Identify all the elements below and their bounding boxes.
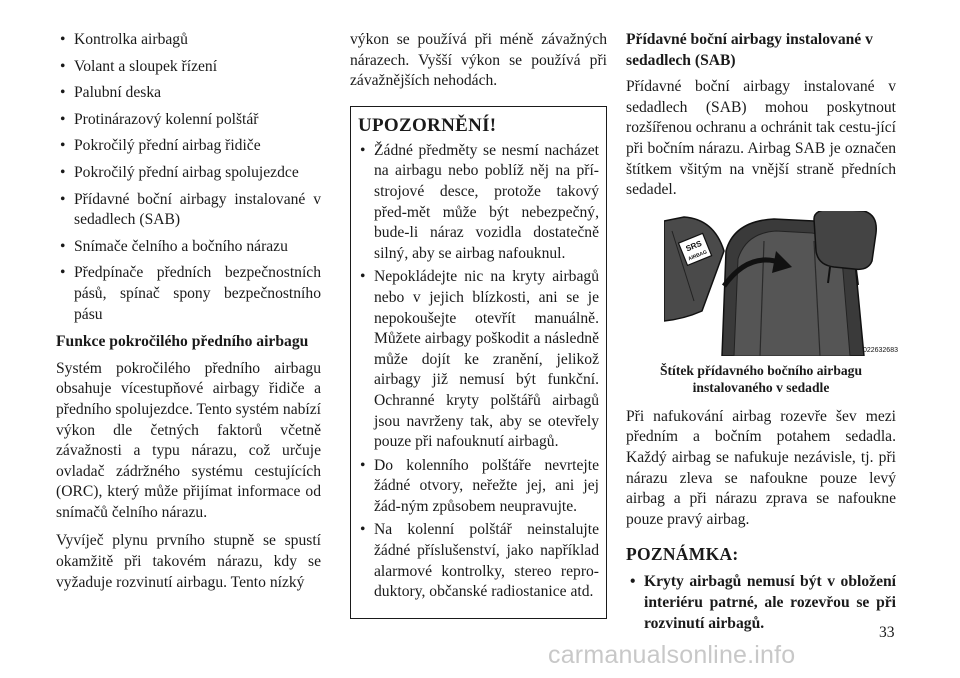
page-number: 33 bbox=[879, 624, 895, 641]
figure-code: 022632683 bbox=[862, 346, 898, 354]
figure-caption: Štítek přídavného bočního airbagu instalovaného v sedadle bbox=[659, 362, 863, 396]
watermark: carmanualsonline.info bbox=[548, 641, 796, 669]
warning-box bbox=[350, 106, 607, 619]
seat-illustration bbox=[664, 211, 904, 356]
list-item: • Volant a sloupek řízení bbox=[56, 57, 321, 78]
paragraph-continued: výkon se používá při méně závažných nárazech. Vyšší výkon se používá při závažnějších nehodách. bbox=[350, 31, 607, 90]
list-item: • Pokročilý přední airbag řidiče bbox=[56, 136, 321, 157]
warning-list bbox=[358, 141, 599, 603]
warning-item: • Do kolenního polštáře nevrtejte žádné otvory, neřežte jej, ani jej žád-ným způsobem neupravujte. bbox=[358, 456, 599, 518]
section-heading-advanced-front-airbag: Funkce pokročilého předního airbagu bbox=[56, 333, 309, 351]
list-item: • Protinárazový kolenní polštář bbox=[56, 110, 321, 131]
middle-column bbox=[350, 30, 607, 619]
list-item: • Pokročilý přední airbag spolujezdce bbox=[56, 163, 321, 184]
note-list bbox=[626, 572, 896, 634]
warning-title: UPOZORNĚNÍ! bbox=[358, 114, 497, 136]
svg-text:AIRBAG: AIRBAG bbox=[687, 249, 708, 263]
list-item: • Snímače čelního a bočního nárazu bbox=[56, 237, 321, 258]
note-title: POZNÁMKA: bbox=[626, 544, 739, 565]
list-item: • Přídavné boční airbagy instalované v sedadlech (SAB) bbox=[56, 190, 321, 231]
svg-text:SRS: SRS bbox=[684, 238, 704, 254]
list-item: • Palubní deska bbox=[56, 83, 321, 104]
paragraph-inflator: Vyvíječ plynu prvního stupně se spustí okamžitě při takovém nárazu, kdy se vyžaduje rozvinutí airbagu. Tento nízký bbox=[56, 532, 321, 591]
list-item: • Předpínače předních bezpečnostních pásů, spínač spony bezpečnostního pásu bbox=[56, 263, 321, 325]
warning-item: • Nepokládejte nic na kryty airbagů nebo v jejich blízkosti, ani se je nepokoušejte otevřít manuálně. Můžete airbagy poškodit a následně může dojít ke zranění, jelikož airbagy již nemusí být funkční. Ochranné kryty polštářů airbagů jsou navrženy tak, aby se otevřely pouze při nafouknutí airbagů. bbox=[358, 267, 599, 452]
paragraph-advanced-airbag: Systém pokročilého předního airbagu obsahuje vícestupňové airbagy řidiče a předního spolujezdce. Tento systém nabízí výkon dle četných faktorů včetně závažnosti a typu nárazu, což určuje ovladač zádržného systému cestujících (ORC), který může přijímat informace od snímačů čelního nárazu. bbox=[56, 359, 321, 521]
paragraph-sab: Přídavné boční airbagy instalované v sedadlech (SAB) mohou poskytnout rozšířenou ochranu a ochránit tak cestu-jící při bočním nárazu. Airbag SAB je označen štítkem všitým na vnější straně předních sedadel. bbox=[626, 78, 896, 199]
paragraph-inflation: Při nafukování airbag rozevře šev mezi předním a bočním potahem sedadla. Každý airbag se nafukuje nezávisle, tj. při nárazu zleva se nafoukne pouze levý airbag a při nárazu zprava se nafoukne pouze pravý airbag. bbox=[626, 407, 896, 528]
airbag-components-list bbox=[56, 30, 321, 325]
warning-item: • Na kolenní polštář neinstalujte žádné příslušenství, jako například alarmové kontrolky, stereo repro-duktory, občanské radiostanice atd. bbox=[358, 520, 599, 602]
section-heading-side-airbags: Přídavné boční airbagy instalované v sedadlech (SAB) bbox=[626, 31, 873, 69]
note-item: • Kryty airbagů nemusí být v obložení interiéru patrné, ale rozevřou se při rozvinutí airbagů. bbox=[626, 572, 896, 634]
list-item: • Kontrolka airbagů bbox=[56, 30, 321, 51]
left-column bbox=[56, 30, 321, 593]
warning-item: • Žádné předměty se nesmí nacházet na airbagu nebo poblíž něj na pří-strojové desce, protože takový před-mět může být nebezpečný, bude-li náraz vozidla dostatečně silný, aby se airbag nafouknul. bbox=[358, 141, 599, 265]
right-column bbox=[626, 30, 896, 640]
seat-airbag-label-figure bbox=[664, 211, 904, 356]
